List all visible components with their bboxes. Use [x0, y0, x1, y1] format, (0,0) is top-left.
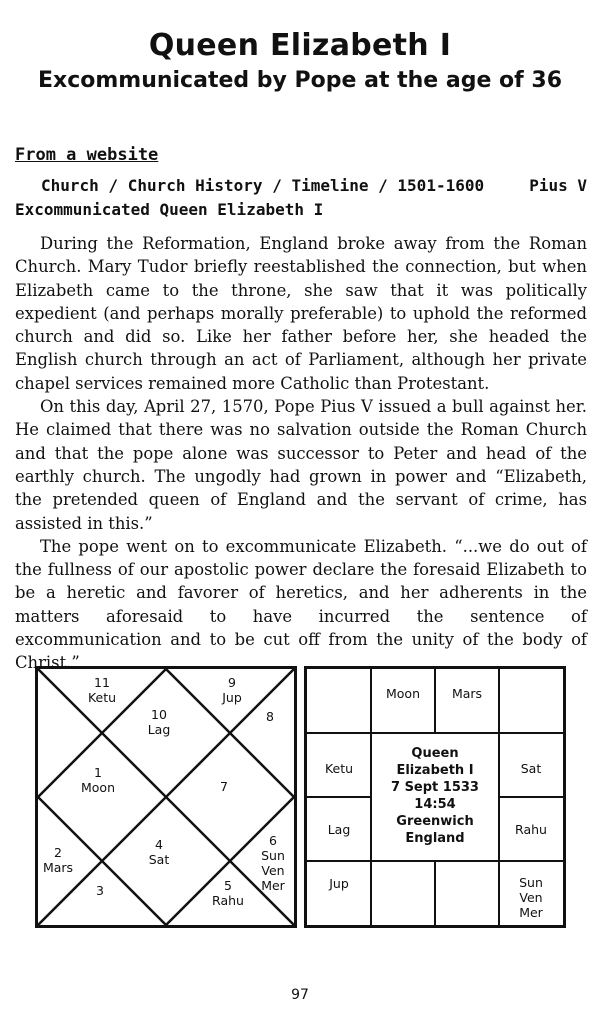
center-line-2: Elizabeth I	[396, 763, 474, 778]
paragraph-1: During the Reformation, England broke away from the Roman Church. Mary Tudor briefly reestablished the connection, but when Elizabeth came to the throne, she saw that it was politically expedient (and perhaps morally preferable) to uphold the reformed church and did so. Like her father before her, she headed the English church through an act of Parliament, although her private chapel services remained more Catholic than Protestant.	[15, 234, 587, 393]
center-line-4: 14:54	[414, 797, 456, 812]
cell-mars: Mars	[451, 686, 483, 701]
center-line-3: 7 Sept 1533	[391, 780, 479, 795]
page-number: 97	[291, 987, 309, 1003]
house-1: 1 Moon	[80, 765, 116, 795]
article-body	[15, 232, 587, 675]
cell-rahu: Rahu	[515, 822, 547, 837]
source-label: From a website	[15, 145, 159, 165]
heading-line-1	[15, 174, 587, 198]
heading-path: Church / Church History / Timeline / 1501-1600	[41, 176, 485, 195]
cell-ketu: Ketu	[324, 761, 354, 776]
article-heading	[15, 174, 587, 222]
page-subtitle: Excommunicated by Pope at the age of 36	[37, 68, 563, 93]
paragraph-2: On this day, April 27, 1570, Pope Pius V issued a bull against her. He claimed that there was no salvation outside the Roman Church and that the pope alone was successor to Peter and head of the earthly church. The ungodly had grown in power and “Elizabeth, the pretended queen of England and the servant of crime, has assisted in this.”	[15, 397, 587, 533]
house-2: 2 Mars	[42, 845, 74, 875]
north-indian-chart	[35, 666, 297, 928]
house-5: 5 Rahu	[212, 878, 244, 908]
house-4: 4 Sat	[148, 837, 170, 867]
paragraph-3: The pope went on to excommunicate Elizabeth. “...we do out of the fullness of our apostolic power declare the foresaid Elizabeth to be a heretic and favorer of heretics, and her adherents in the matters aforesaid to have incurred the sentence of excommunication and to be cut off from the unity of the body of Christ.”	[15, 536, 587, 673]
cell-jup: Jup	[329, 876, 349, 891]
house-6: 6 Sun Ven Mer	[261, 833, 285, 893]
house-8: 8	[266, 709, 274, 724]
house-7: 7	[220, 779, 228, 794]
cell-sun-ven-mer: Sun Ven Mer	[519, 875, 543, 920]
house-11: 11 Ketu	[87, 675, 117, 705]
page-title: Queen Elizabeth I	[148, 28, 452, 63]
south-indian-chart	[304, 666, 566, 928]
house-10: 10 Lag	[147, 707, 171, 737]
heading-line-2: Excommunicated Queen Elizabeth I	[15, 200, 324, 219]
cell-lag: Lag	[327, 822, 351, 837]
cell-sat: Sat	[520, 761, 542, 776]
heading-pope: Pius V	[529, 176, 587, 195]
house-3: 3	[96, 883, 104, 898]
center-line-6: England	[405, 831, 465, 846]
center-line-1: Queen	[411, 746, 459, 761]
cell-moon: Moon	[385, 686, 421, 701]
house-9: 9 Jup	[222, 675, 242, 705]
chart-center-info	[371, 732, 499, 860]
center-line-5: Greenwich	[396, 814, 474, 829]
